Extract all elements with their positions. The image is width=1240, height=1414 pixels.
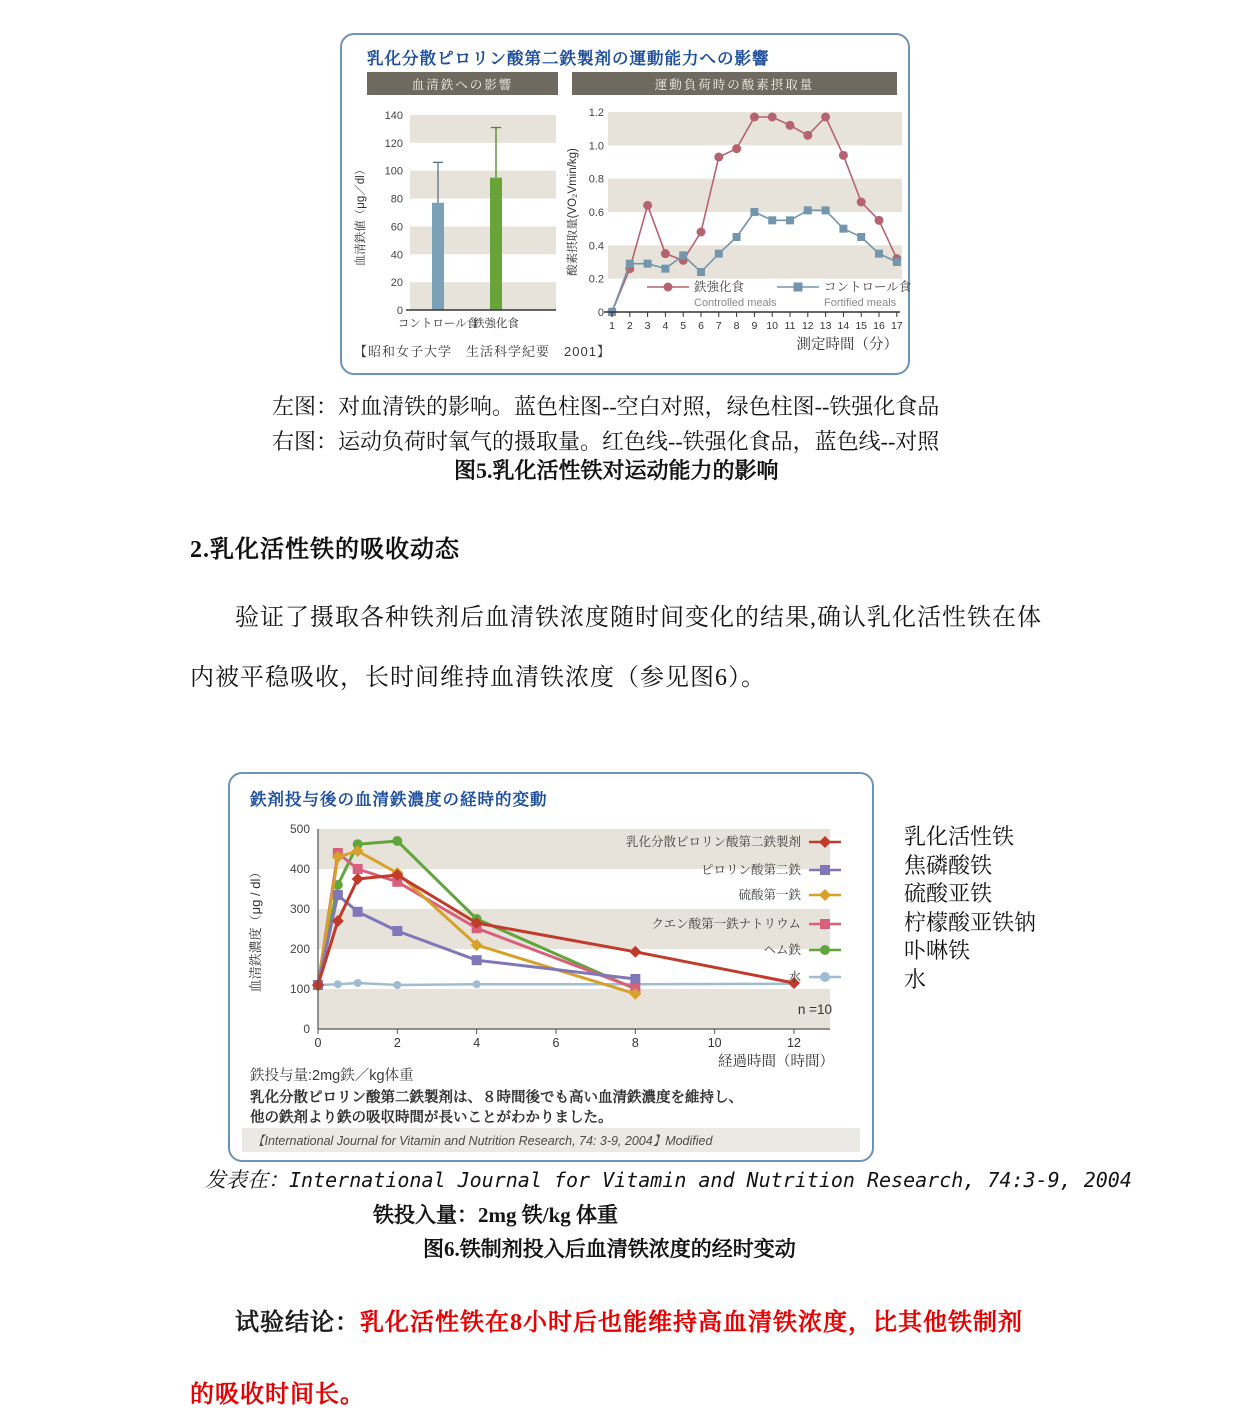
list-item: 柠檬酸亚铁钠 [904, 909, 1037, 935]
svg-text:乳化分散ピロリン酸第二鉄製剤: 乳化分散ピロリン酸第二鉄製剤 [625, 835, 801, 849]
svg-text:1.2: 1.2 [588, 107, 604, 119]
svg-text:14: 14 [837, 320, 850, 332]
svg-text:0.6: 0.6 [588, 207, 604, 219]
svg-text:ピロリン酸第二鉄: ピロリン酸第二鉄 [700, 863, 801, 877]
svg-text:酸素摂取量(VO₂Vmin/kg): 酸素摂取量(VO₂Vmin/kg) [567, 148, 579, 276]
svg-text:0.2: 0.2 [588, 273, 604, 286]
svg-text:13: 13 [819, 320, 832, 332]
svg-text:40: 40 [390, 249, 403, 262]
conclusion-label: 试验结论： [235, 1310, 360, 1336]
section-heading: 2.乳化活性铁的吸收动态 [190, 537, 460, 563]
svg-text:コントロール食: コントロール食 [824, 280, 912, 294]
list-item: 焦磷酸铁 [904, 852, 993, 878]
figure5-right-header: 運動負荷時の酸素摂取量 [572, 72, 897, 95]
publish-reference: International Journal for Vitamin and Nutrition Research, 74:3-9, 2004 [289, 1168, 1132, 1192]
svg-text:コントロール食: コントロール食 [397, 318, 479, 330]
figure6-dose-note: 鉄投与量:2mg鉄／kg体重 [250, 1068, 414, 1084]
svg-text:60: 60 [390, 221, 403, 234]
paragraph-line1: 验证了摄取各种铁剂后血清铁浓度随时间变化的结果,确认乳化活性铁在体 [235, 605, 1042, 631]
publish-prefix: 发表在： [205, 1168, 289, 1192]
svg-text:0: 0 [396, 305, 403, 317]
iron-type-translation-list [904, 823, 1036, 995]
svg-text:0.8: 0.8 [588, 173, 604, 186]
svg-text:1: 1 [609, 320, 615, 332]
svg-text:11: 11 [784, 320, 796, 332]
svg-text:水: 水 [788, 970, 801, 984]
svg-text:6: 6 [552, 1036, 560, 1050]
svg-text:4: 4 [662, 320, 669, 332]
svg-text:鉄強化食: 鉄強化食 [694, 280, 745, 294]
svg-text:2: 2 [626, 320, 633, 332]
figure6-citation: 【International Journal for Vitamin and Nutrition Research, 74: 3-9, 2004】Modified [242, 1128, 860, 1152]
svg-text:0.4: 0.4 [588, 240, 604, 253]
svg-text:測定時間（分）: 測定時間（分） [796, 337, 898, 353]
serum-iron-bar-chart [350, 105, 565, 343]
svg-text:5: 5 [680, 320, 687, 332]
svg-text:500: 500 [289, 822, 310, 836]
svg-text:8: 8 [733, 320, 740, 332]
svg-text:15: 15 [855, 320, 868, 332]
svg-text:17: 17 [890, 320, 903, 332]
list-item: 卟啉铁 [904, 938, 971, 964]
svg-text:100: 100 [289, 982, 310, 996]
svg-text:100: 100 [384, 165, 403, 178]
svg-text:120: 120 [384, 137, 403, 150]
figure6-publication-line [205, 1164, 1132, 1194]
svg-text:12: 12 [787, 1036, 801, 1050]
svg-text:140: 140 [384, 110, 403, 122]
figure5-title: 乳化分散ピロリン酸第二鉄製剤の運動能力への影響 [367, 50, 770, 68]
figure5-source: 【昭和女子大学 生活科学紀要 2001】 [354, 344, 611, 359]
figure6-note-line2: 他の鉄剤より鉄の吸収時間が長いことがわかりました。 [250, 1110, 613, 1126]
list-item: 水 [904, 966, 927, 992]
svg-text:クエン酸第一鉄ナトリウム: クエン酸第一鉄ナトリウム [651, 917, 801, 931]
svg-text:血清鉄値（μg／dl）: 血清鉄値（μg／dl） [355, 163, 367, 267]
figure5-left-header: 血清鉄への影響 [367, 72, 558, 95]
svg-text:Controlled meals: Controlled meals [694, 297, 777, 309]
svg-text:9: 9 [751, 320, 758, 332]
figure5-caption-label: 图5.乳化活性铁对运动能力的影响 [454, 458, 779, 483]
svg-text:80: 80 [390, 193, 403, 206]
svg-text:0: 0 [314, 1036, 322, 1050]
figure6-title: 鉄剤投与後の血清鉄濃度の経時的変動 [250, 791, 548, 809]
conclusion-line2: 的吸收时间长。 [190, 1382, 365, 1408]
svg-text:10: 10 [707, 1036, 722, 1050]
svg-text:20: 20 [390, 277, 403, 290]
svg-text:0: 0 [303, 1022, 310, 1036]
svg-text:n =10: n =10 [797, 1002, 832, 1017]
svg-text:300: 300 [289, 902, 310, 916]
figure5-caption-line1: 左图：对血清铁的影响。蓝色柱图--空白对照，绿色柱图--铁强化食品 [272, 394, 940, 419]
oxygen-uptake-line-chart [564, 99, 910, 361]
serum-concentration-line-chart [238, 816, 864, 1074]
svg-text:3: 3 [644, 320, 651, 332]
svg-text:8: 8 [631, 1036, 639, 1050]
figure6-panel [228, 772, 874, 1162]
list-item: 乳化活性铁 [904, 824, 1015, 849]
svg-text:4: 4 [473, 1036, 481, 1050]
conclusion-text1: 乳化活性铁在8小时后也能维持高血清铁浓度，比其他铁制剂 [360, 1310, 1023, 1336]
svg-text:血清鉄濃度（μg / dl）: 血清鉄濃度（μg / dl） [248, 865, 263, 993]
figure6-caption-label: 图6.铁制剂投入后血清铁浓度的经时变动 [423, 1237, 796, 1261]
svg-text:200: 200 [289, 942, 310, 956]
svg-text:1.0: 1.0 [588, 140, 604, 153]
svg-text:2: 2 [393, 1036, 401, 1050]
svg-text:400: 400 [289, 862, 310, 876]
conclusion-line1 [235, 1302, 1023, 1337]
figure5-panel [340, 33, 910, 375]
svg-text:7: 7 [715, 320, 722, 332]
svg-text:10: 10 [766, 320, 779, 332]
paragraph-line2: 内被平稳吸收，长时间维持血清铁浓度（参见图6）。 [190, 665, 766, 691]
svg-text:16: 16 [873, 320, 885, 332]
figure5-caption-line2: 右图：运动负荷时氧气的摄取量。红色线--铁强化食品，蓝色线--对照 [272, 429, 940, 454]
svg-text:0: 0 [597, 307, 604, 319]
figure6-note-line1: 乳化分散ピロリン酸第二鉄製剤は、８時間後でも高い血清鉄濃度を維持し、 [250, 1090, 743, 1106]
list-item: 硫酸亚铁 [904, 881, 993, 907]
svg-text:Fortified meals: Fortified meals [824, 297, 897, 309]
svg-text:ヘム鉄: ヘム鉄 [763, 943, 801, 957]
svg-text:12: 12 [801, 320, 814, 332]
svg-text:経過時間（時間）: 経過時間（時間） [718, 1054, 834, 1070]
figure6-dose-caption: 铁投入量：2mg 铁/kg 体重 [373, 1203, 619, 1227]
svg-text:6: 6 [698, 320, 704, 332]
svg-text:鉄強化食: 鉄強化食 [473, 318, 519, 330]
svg-text:硫酸第一鉄: 硫酸第一鉄 [738, 888, 801, 902]
